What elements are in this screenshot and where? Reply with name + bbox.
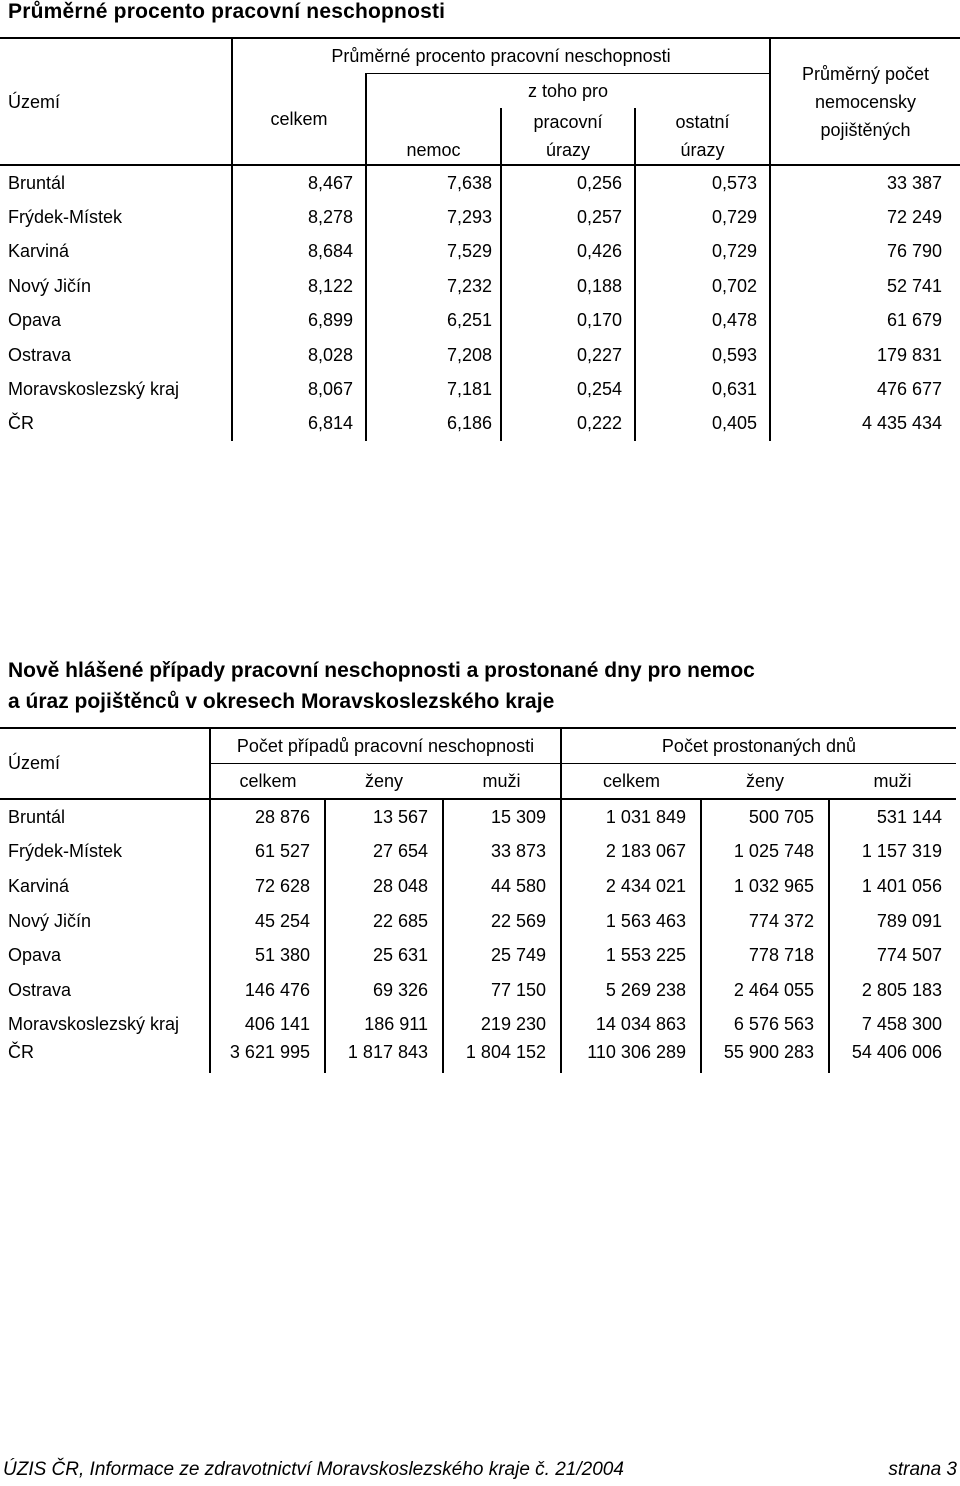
t2-subheader-1: ženy	[325, 764, 443, 800]
row-celkem: 8,278	[232, 200, 366, 234]
header-pracovni	[501, 108, 635, 165]
row-nemoc: 6,251	[366, 304, 501, 338]
row-cases-men: 15 309	[443, 799, 561, 835]
t2-subheader-0: celkem	[210, 764, 325, 800]
t2-header-group1: Počet případů pracovní neschopnosti	[210, 728, 561, 764]
row-pracovni-urazy: 0,256	[501, 165, 635, 200]
row-celkem: 6,814	[232, 407, 366, 441]
header-pracovni-line1: pracovní	[533, 112, 603, 132]
row-cases-women: 25 631	[325, 938, 443, 973]
header-ostatni	[635, 108, 770, 165]
row-days-women: 1 032 965	[701, 869, 829, 904]
row-days-total: 1 553 225	[561, 938, 701, 973]
row-days-men: 54 406 006	[829, 1042, 956, 1073]
t2-subheader-4: ženy	[701, 764, 829, 800]
row-territory: Frýdek-Místek	[8, 841, 123, 862]
row-territory: Opava	[8, 310, 62, 331]
row-cases-total: 406 141	[210, 1008, 325, 1043]
table-row	[0, 165, 960, 200]
table-row	[0, 235, 960, 269]
header-nemoc: nemoc	[366, 108, 501, 165]
row-days-women: 778 718	[701, 938, 829, 973]
header-celkem: celkem	[232, 74, 366, 166]
row-pocet-pojistenych: 33 387	[770, 165, 960, 200]
row-cases-men: 44 580	[443, 869, 561, 904]
row-cases-men: 77 150	[443, 973, 561, 1008]
row-pocet-pojistenych: 476 677	[770, 372, 960, 406]
header-pocet-line3: pojištěných	[820, 119, 911, 140]
row-territory: Bruntál	[0, 165, 232, 200]
row-days-women: 774 372	[701, 904, 829, 939]
row-cases-women: 22 685	[325, 904, 443, 939]
row-territory: Nový Jičín	[8, 910, 92, 931]
row-territory: ČR	[8, 413, 34, 434]
row-nemoc: 7,293	[366, 200, 501, 234]
row-days-men: 531 144	[829, 799, 956, 835]
row-cases-total: 61 527	[210, 835, 325, 870]
t2-subheader-2: muži	[443, 764, 561, 800]
row-pocet-pojistenych: 52 741	[770, 269, 960, 303]
row-cases-men: 1 804 152	[443, 1042, 561, 1073]
row-ostatni-urazy: 0,729	[635, 200, 770, 234]
table2-title	[8, 655, 755, 717]
table-row	[0, 1008, 956, 1043]
row-nemoc: 7,208	[366, 338, 501, 372]
row-celkem: 6,899	[232, 304, 366, 338]
row-territory: Moravskoslezský kraj	[8, 1014, 180, 1035]
table-row	[0, 372, 960, 406]
footer-page-number: strana 3	[888, 1459, 957, 1480]
row-territory: Karviná	[8, 875, 70, 896]
table-row	[0, 799, 956, 835]
row-pocet-pojistenych: 76 790	[770, 235, 960, 269]
table-row	[0, 338, 960, 372]
footer-source: ÚZIS ČR, Informace ze zdravotnictví Moravskoslezského kraje č. 21/2004	[3, 1459, 624, 1480]
table-row	[0, 904, 956, 939]
row-cases-men: 219 230	[443, 1008, 561, 1043]
header-pocet-line1: Průměrný počet	[801, 63, 930, 84]
cases-and-sick-days-table	[0, 727, 956, 1073]
row-cases-women: 28 048	[325, 869, 443, 904]
row-days-total: 1 031 849	[561, 799, 701, 835]
row-pracovni-urazy: 0,254	[501, 372, 635, 406]
table-row	[0, 973, 956, 1008]
row-nemoc: 7,232	[366, 269, 501, 303]
row-territory: Frýdek-Místek	[8, 207, 123, 228]
row-days-men: 7 458 300	[829, 1008, 956, 1043]
row-pracovni-urazy: 0,222	[501, 407, 635, 441]
row-pocet-pojistenych: 179 831	[770, 338, 960, 372]
row-days-women: 2 464 055	[701, 973, 829, 1008]
header-uzemi: Území	[0, 38, 232, 165]
table-row	[0, 269, 960, 303]
t2-header-uzemi: Území	[0, 728, 210, 799]
header-group: Průměrné procento pracovní neschopnosti	[232, 38, 770, 74]
header-pocet-line2: nemocensky	[814, 91, 917, 112]
table-row	[0, 407, 960, 441]
row-ostatni-urazy: 0,478	[635, 304, 770, 338]
row-territory: Karviná	[8, 241, 70, 262]
row-days-total: 14 034 863	[561, 1008, 701, 1043]
row-cases-women: 186 911	[325, 1008, 443, 1043]
row-days-women: 55 900 283	[701, 1042, 829, 1073]
table2-title-line2: a úraz pojištěnců v okresech Moravskoslezského kraje	[8, 690, 555, 713]
row-days-men: 789 091	[829, 904, 956, 939]
table-row	[0, 869, 956, 904]
row-nemoc: 7,638	[366, 165, 501, 200]
header-ostatni-line2: úrazy	[680, 140, 725, 160]
row-cases-total: 28 876	[210, 799, 325, 835]
header-ztoho: z toho pro	[366, 74, 770, 109]
sick-leave-percentage-table	[0, 37, 960, 441]
row-cases-men: 25 749	[443, 938, 561, 973]
row-days-total: 2 434 021	[561, 869, 701, 904]
row-days-women: 6 576 563	[701, 1008, 829, 1043]
row-cases-men: 33 873	[443, 835, 561, 870]
t2-subheader-5: muži	[829, 764, 956, 800]
row-territory: Nový Jičín	[8, 275, 92, 296]
row-ostatni-urazy: 0,702	[635, 269, 770, 303]
row-cases-total: 72 628	[210, 869, 325, 904]
row-pracovni-urazy: 0,170	[501, 304, 635, 338]
row-days-total: 110 306 289	[561, 1042, 701, 1073]
row-pracovni-urazy: 0,257	[501, 200, 635, 234]
row-nemoc: 7,181	[366, 372, 501, 406]
row-territory: Moravskoslezský kraj	[8, 379, 180, 400]
row-ostatni-urazy: 0,593	[635, 338, 770, 372]
row-days-total: 2 183 067	[561, 835, 701, 870]
table-row	[0, 200, 960, 234]
row-cases-total: 51 380	[210, 938, 325, 973]
row-cases-women: 1 817 843	[325, 1042, 443, 1073]
row-cases-women: 13 567	[325, 799, 443, 835]
row-territory: Bruntál	[8, 806, 66, 827]
header-pracovni-line2: úrazy	[545, 140, 590, 160]
table-row	[0, 938, 956, 973]
row-ostatni-urazy: 0,631	[635, 372, 770, 406]
row-territory: Ostrava	[8, 979, 72, 1000]
table-row	[0, 835, 956, 870]
row-days-men: 1 401 056	[829, 869, 956, 904]
row-territory: Opava	[8, 945, 62, 966]
row-days-men: 774 507	[829, 938, 956, 973]
row-cases-women: 69 326	[325, 973, 443, 1008]
table-row	[0, 304, 960, 338]
row-days-men: 1 157 319	[829, 835, 956, 870]
row-territory: Ostrava	[8, 344, 72, 365]
table2-title-line1: Nově hlášené případy pracovní neschopnosti a prostonané dny pro nemoc	[8, 659, 755, 682]
t2-subheader-3: celkem	[561, 764, 701, 800]
row-days-men: 2 805 183	[829, 973, 956, 1008]
row-cases-total: 3 621 995	[210, 1042, 325, 1073]
row-cases-total: 146 476	[210, 973, 325, 1008]
row-ostatni-urazy: 0,729	[635, 235, 770, 269]
row-territory: ČR	[8, 1042, 34, 1063]
row-pracovni-urazy: 0,188	[501, 269, 635, 303]
row-pracovni-urazy: 0,227	[501, 338, 635, 372]
row-pracovni-urazy: 0,426	[501, 235, 635, 269]
row-cases-women: 27 654	[325, 835, 443, 870]
header-pocet	[770, 38, 960, 165]
row-celkem: 8,067	[232, 372, 366, 406]
row-celkem: 8,028	[232, 338, 366, 372]
row-days-women: 500 705	[701, 799, 829, 835]
row-ostatni-urazy: 0,405	[635, 407, 770, 441]
table1-title: Průměrné procento pracovní neschopnosti	[8, 0, 446, 23]
row-pocet-pojistenych: 61 679	[770, 304, 960, 338]
row-ostatni-urazy: 0,573	[635, 165, 770, 200]
row-days-total: 5 269 238	[561, 973, 701, 1008]
row-celkem: 8,122	[232, 269, 366, 303]
row-pocet-pojistenych: 4 435 434	[770, 407, 960, 441]
row-nemoc: 6,186	[366, 407, 501, 441]
row-pocet-pojistenych: 72 249	[770, 200, 960, 234]
row-cases-men: 22 569	[443, 904, 561, 939]
header-ostatni-line1: ostatní	[675, 112, 730, 132]
row-cases-total: 45 254	[210, 904, 325, 939]
row-celkem: 8,684	[232, 235, 366, 269]
row-celkem: 8,467	[232, 165, 366, 200]
row-nemoc: 7,529	[366, 235, 501, 269]
row-days-total: 1 563 463	[561, 904, 701, 939]
table-row	[0, 1042, 956, 1073]
row-days-women: 1 025 748	[701, 835, 829, 870]
t2-header-group2: Počet prostonaných dnů	[561, 728, 956, 764]
